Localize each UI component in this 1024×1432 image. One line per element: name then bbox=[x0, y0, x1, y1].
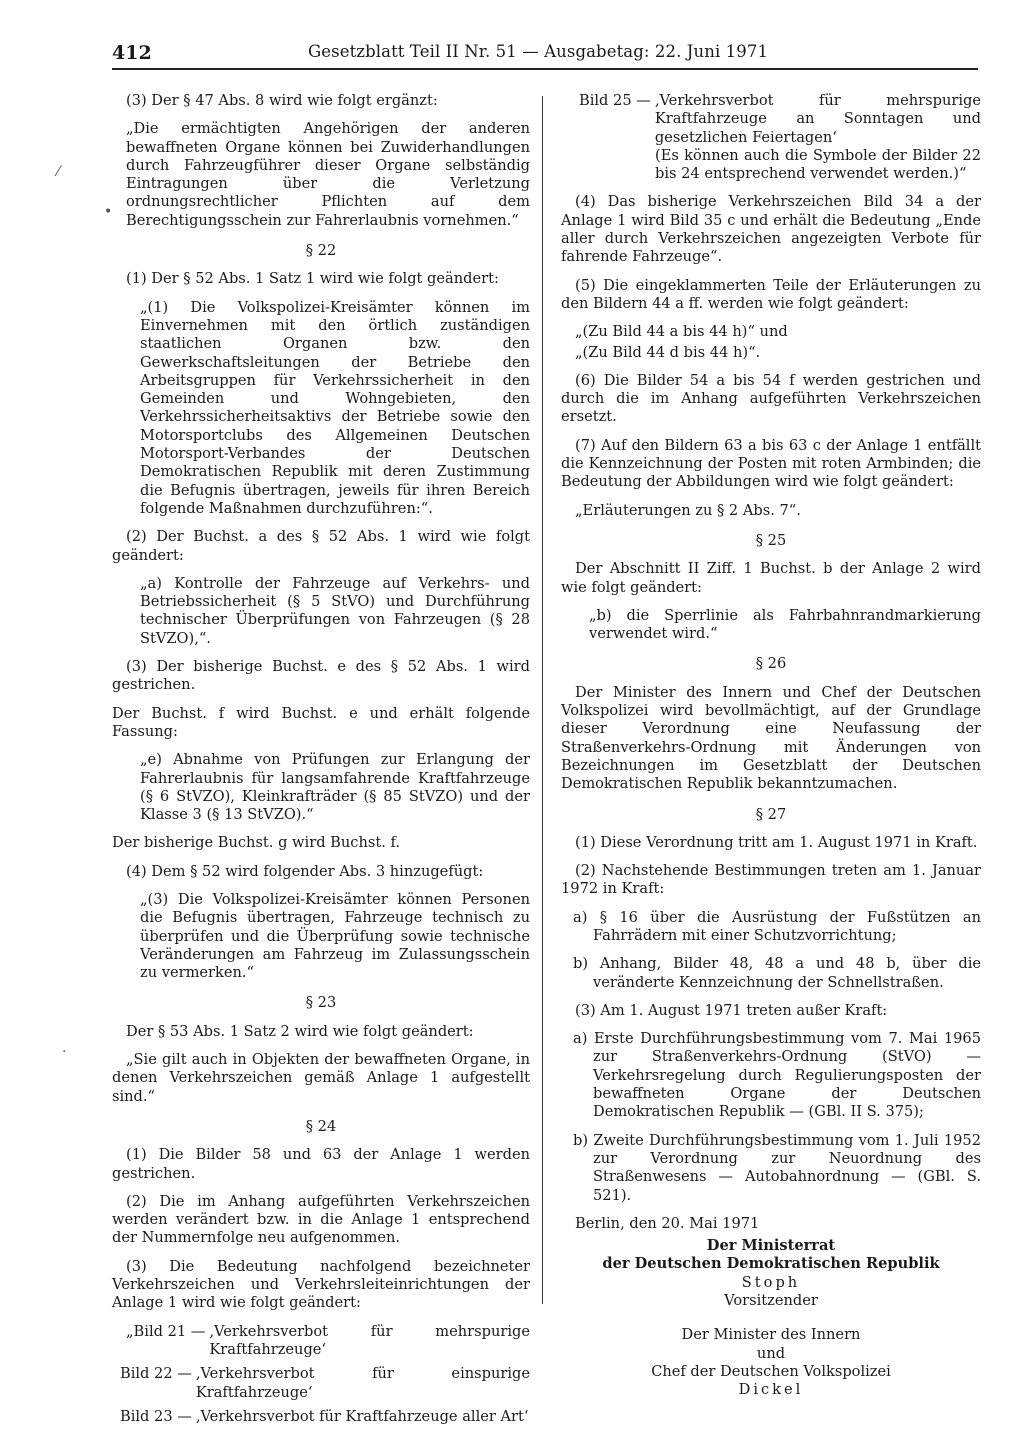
paragraph: (3) Der bisherige Buchst. e des § 52 Abs. 1 wird gestrichen. bbox=[112, 658, 530, 694]
signature-block bbox=[561, 1237, 981, 1399]
paragraph: (2) Der Buchst. a des § 52 Abs. 1 wird wie folgt geändert: bbox=[112, 528, 530, 564]
paragraph: (3) Am 1. August 1971 treten außer Kraft: bbox=[575, 1001, 888, 1019]
paragraph: (7) Auf den Bildern 63 a bis 63 c der Anlage 1 entfällt die Kennzeichnung der Posten mit roten Armbinden; die Bedeutung der Abbildungen wird wie folgt geändert: bbox=[561, 436, 981, 491]
bild-text: ‚Verkehrsverbot für Kraftfahrzeuge aller Art‘ bbox=[195, 1407, 529, 1425]
paragraph: Der bisherige Buchst. g wird Buchst. f. bbox=[112, 834, 401, 852]
list-item: a) § 16 über die Ausrüstung der Fußstützen an Fahrrädern mit einer Schutzvorrichtung; bbox=[573, 908, 981, 944]
paragraph: (1) Der § 52 Abs. 1 Satz 1 wird wie folgt geändert: bbox=[126, 270, 499, 288]
signature-line: Der Minister des Innern bbox=[681, 1326, 861, 1344]
section-heading: § 26 bbox=[755, 655, 787, 673]
signature-line: und bbox=[756, 1344, 786, 1362]
signature-line: Der Ministerrat bbox=[706, 1237, 836, 1255]
paragraph: Der Minister des Innern und Chef der Deutschen Volkspolizei wird bevollmächtigt, auf der Grundlage dieser Verordnung eine Neufassung der Straßenverkehrs-Ordnung mit Änderungen von Bezeichnungen im Gesetzblatt der Deutschen Demokratischen Republik bekanntzumachen. bbox=[561, 683, 981, 793]
list-item: b) Anhang, Bilder 48, 48 a und 48 b, über die veränderte Kennzeichnung der Schnellstraßen. bbox=[573, 955, 981, 991]
paragraph: (3) Die Bedeutung nachfolgend bezeichneter Verkehrszeichen und Verkehrsleiteinrichtungen der Anlage 1 wird wie folgt geändert: bbox=[112, 1257, 530, 1312]
bild-text: ‚Verkehrsverbot für einspurige Kraftfahrzeuge‘ bbox=[195, 1365, 530, 1401]
bild-text: ‚Verkehrsverbot für mehrspurige Kraftfahrzeuge an Sonntagen und gesetzlichen Feiertagen‘ bbox=[654, 92, 981, 146]
signature-line: Chef der Deutschen Volkspolizei bbox=[651, 1362, 891, 1380]
quoted-text: „Erläuterungen zu § 2 Abs. 7“. bbox=[575, 501, 801, 519]
quoted-text: „b) die Sperrlinie als Fahrbahnrandmarkierung verwendet wird.“ bbox=[589, 606, 981, 643]
quoted-text: „a) Kontrolle der Fahrzeuge auf Verkehrs- und Betriebssicherheit (§ 5 StVO) und Durchführung technischer Überprüfungen von Fahrzeugen (§ 28 StVZO),“. bbox=[140, 574, 530, 647]
paragraph: (1) Diese Verordnung tritt am 1. August 1971 in Kraft. bbox=[575, 833, 978, 851]
signature-line: der Deutschen Demokratischen Republik bbox=[602, 1255, 940, 1273]
paragraph: (3) Der § 47 Abs. 8 wird wie folgt ergänzt: bbox=[126, 92, 438, 109]
bild-label: Bild 22 — bbox=[120, 1365, 192, 1383]
page-number: 412 bbox=[112, 42, 152, 64]
column-divider bbox=[542, 96, 543, 1304]
right-column bbox=[561, 92, 981, 1400]
signature-name: Stoph bbox=[741, 1273, 801, 1291]
bild-label: Bild 25 — bbox=[579, 92, 651, 109]
quoted-text: „(1) Die Volkspolizei-Kreisämter können im Einvernehmen mit den örtlich zuständigen staatlichen Organen bzw. den Gewerkschaftsleitungen der Betriebe den Arbeitsgruppen für Verkehrssicherheit in den Gemeinden und Wohngebieten, den Verkehrssicherheitsaktivs der Betriebe sowie den Motorsportclubs des Allgemeinen Deutschen Motorsport-Verbandes der Deutschen Demokratischen Republik mit deren Zustimmung die Befugnis übertragen, jeweils für ihren Bereich folgende Maßnahmen durchzuführen:“. bbox=[140, 298, 530, 517]
quoted-text: „Die ermächtigten Angehörigen der anderen bewaffneten Organe können bei Zuwiderhandlungen durch Fahrzeugführer dieser Organe selbständig Eintragungen über die Verletzung ordnungsrechtlicher Pflichten auf dem Berechtigungsschein zur Fahrerlaubnis vornehmen.“ bbox=[126, 120, 530, 229]
bild-note: (Es können auch die Symbole der Bilder 22 bis 24 entsprechend verwendet werden.)“ bbox=[655, 146, 981, 183]
quoted-text: „(Zu Bild 44 d bis 44 h)“. bbox=[575, 343, 761, 361]
paragraph: (2) Nachstehende Bestimmungen treten am 1. Januar 1972 in Kraft: bbox=[561, 862, 981, 898]
quoted-text: „(Zu Bild 44 a bis 44 h)“ und bbox=[575, 323, 788, 341]
left-column bbox=[112, 92, 530, 1432]
scan-mark: · bbox=[62, 1044, 67, 1060]
list-item: a) Erste Durchführungsbestimmung vom 7. Mai 1965 zur Straßenverkehrs-Ordnung (StVO) — Verkehrsregelung durch Regulierungsposten der bewaffneten Organe der Deutschen Demokratischen Republik — (GBl. II S. 375); bbox=[573, 1030, 981, 1121]
section-heading: § 27 bbox=[755, 805, 787, 823]
gazette-title: Gesetzblatt Teil II Nr. 51 — Ausgabetag: 22. Juni 1971 bbox=[308, 42, 769, 61]
signature-name: Dickel bbox=[738, 1381, 804, 1399]
quoted-text: „(3) Die Volkspolizei-Kreisämter können Personen die Befugnis übertragen, Fahrzeuge technisch zu überprüfen und die Überprüfung sowie technische Veränderungen am Fahrzeug im Zulassungsschein zu vermerken.“ bbox=[140, 890, 530, 982]
paragraph: (4) Das bisherige Verkehrszeichen Bild 34 a der Anlage 1 wird Bild 35 c und erhält die Bedeutung „Ende aller durch Verkehrszeichen angezeigten Verbote für fahrende Fahrzeuge“. bbox=[561, 193, 981, 266]
section-heading: § 23 bbox=[305, 994, 337, 1012]
section-heading: § 24 bbox=[305, 1117, 337, 1135]
scan-mark: ⁄ bbox=[57, 164, 60, 180]
scan-mark: • bbox=[104, 204, 113, 220]
quoted-text: „Sie gilt auch in Objekten der bewaffneten Organe, in denen Verkehrszeichen gemäß Anlage 1 aufgestellt sind.“ bbox=[112, 1051, 530, 1105]
list-item: b) Zweite Durchführungsbestimmung vom 1. Juli 1952 zur Verordnung zur Neuordnung des Straßenwesens — Autobahnordnung — (GBl. S. 521). bbox=[573, 1131, 981, 1204]
paragraph: Der Buchst. f wird Buchst. e und erhält folgende Fassung: bbox=[112, 704, 530, 740]
paragraph: (5) Die eingeklammerten Teile der Erläuterungen zu den Bildern 44 a ff. werden wie folgt geändert: bbox=[561, 276, 981, 312]
page-header bbox=[112, 38, 978, 70]
bild-item bbox=[579, 92, 981, 147]
paragraph: (2) Die im Anhang aufgeführten Verkehrszeichen werden verändert bzw. in die Anlage 1 entsprechend der Nummernfolge neu aufgenommen. bbox=[112, 1192, 530, 1247]
section-heading: § 25 bbox=[755, 531, 787, 549]
bild-label: „Bild 21 — bbox=[126, 1322, 206, 1340]
quoted-text: „e) Abnahme von Prüfungen zur Erlangung der Fahrerlaubnis für langsamfahrende Kraftfahrzeuge (§ 6 StVZO), Kleinkrafträder (§ 85 StVZO) und der Klasse 3 (§ 13 StVZO).“ bbox=[140, 751, 530, 824]
bild-text: ‚Verkehrsverbot für mehrspurige Kraftfahrzeuge‘ bbox=[209, 1322, 530, 1358]
bild-item bbox=[120, 1408, 530, 1426]
section-heading: § 22 bbox=[305, 242, 337, 260]
bild-item bbox=[126, 1323, 530, 1360]
paragraph: (6) Die Bilder 54 a bis 54 f werden gestrichen und durch die im Anhang aufgeführten Verkehrszeichen ersetzt. bbox=[561, 371, 981, 426]
paragraph: (1) Die Bilder 58 und 63 der Anlage 1 werden gestrichen. bbox=[112, 1146, 530, 1182]
paragraph: Der § 53 Abs. 1 Satz 2 wird wie folgt geändert: bbox=[126, 1022, 474, 1040]
paragraph: Der Abschnitt II Ziff. 1 Buchst. b der Anlage 2 wird wie folgt geändert: bbox=[561, 560, 981, 596]
bild-item bbox=[120, 1365, 530, 1402]
signature-role: Vorsitzender bbox=[724, 1292, 818, 1310]
bild-label: Bild 23 — bbox=[120, 1407, 192, 1425]
paragraph: (4) Dem § 52 wird folgender Abs. 3 hinzugefügt: bbox=[126, 862, 484, 880]
date-line: Berlin, den 20. Mai 1971 bbox=[575, 1214, 760, 1232]
